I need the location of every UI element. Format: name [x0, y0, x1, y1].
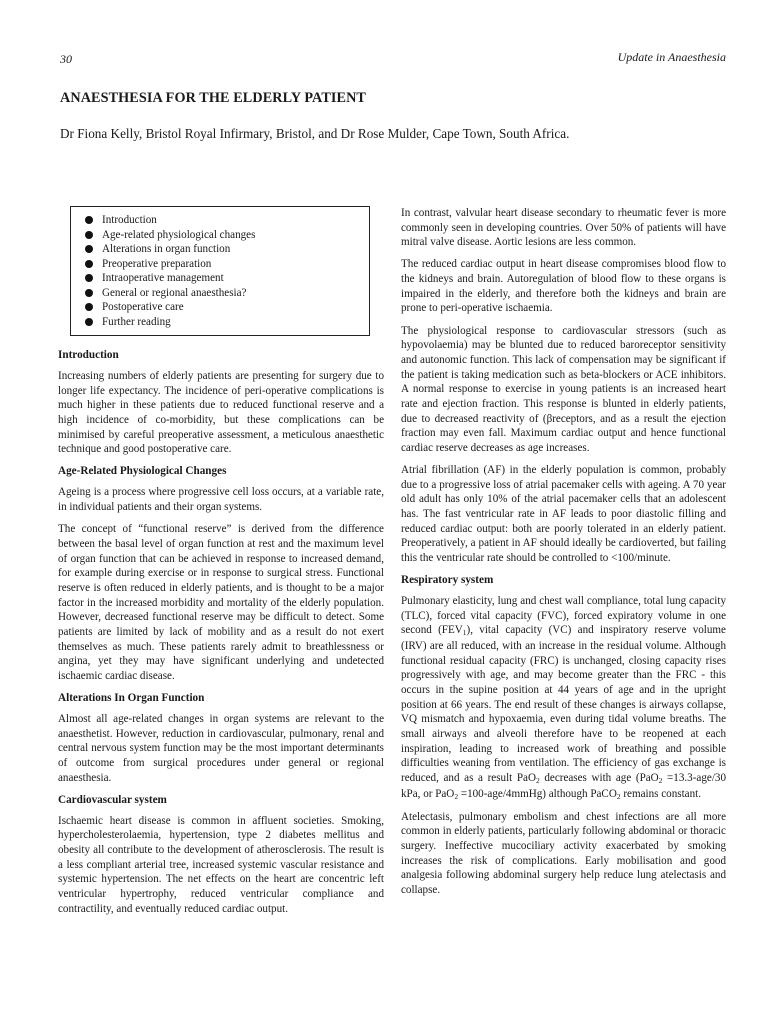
paragraph-respiratory: Pulmonary elasticity, lung and chest wall compliance, total lung capacity (TLC), forced vital capacity (FVC), forced expiratory volume in one second (FEV1), vital capacity (VC) and inspiratory reserve volume (IRV) are all reduced, with an increase in the residual volume. Although functional residual capacity (FRC) is unchanged, closing capacity rises progressively with age, and may become greater than the FRC - this occurs in the supine position at 44 years of age and in the upright position at 66 years. The end result of these changes is airways collapse, VQ mismatch and hypoxaemia, even during tidal volume breaths. The small airways and alveoli therefore have to be reopened at each inspiration, leading to increased work of breathing and possible difficulties weaning from ventilation. The efficiency of gas exchange is reduced, and as a result PaO2 decreases with age (PaO2 =13.3-age/30 kPa, or PaO2 =100-age/4mmHg) although PaCO2 remains constant.	[401, 595, 726, 801]
contents-item: General or regional anaesthesia?	[85, 286, 363, 301]
contents-item: Intraoperative management	[85, 271, 363, 286]
bullet-icon	[85, 303, 93, 311]
paragraph: In contrast, valvular heart disease secondary to rheumatic fever is more commonly seen in developing countries. Over 50% of patients will have mitral valve disease. Aortic lesions are less common.	[401, 207, 726, 249]
bullet-icon	[85, 274, 93, 282]
article-title: ANAESTHESIA FOR THE ELDERLY PATIENT	[60, 90, 366, 106]
article-authors: Dr Fiona Kelly, Bristol Royal Infirmary, Bristol, and Dr Rose Mulder, Cape Town, South Africa.	[60, 126, 570, 141]
paragraph: Atrial fibrillation (AF) in the elderly population is common, probably due to a progressive loss of atrial pacemaker cells with ageing. A 70 year old adult has only 10% of the atrial pacemaker cells that an adolescent has. The fast ventricular rate in AF leads to poor diastolic filling and reduced cardiac output: both are poorly tolerated in an elderly patient. Preoperatively, a patient in AF should ideally be cardioverted, but failing this the ventricular rate should be controlled to <100/minute.	[401, 464, 726, 564]
section-heading-respiratory: Respiratory system	[401, 574, 494, 587]
paragraph: The physiological response to cardiovascular stressors (such as hypovolaemia) may be blunted due to reduced baroreceptor sensitivity and autonomic function. This lack of compensation may be significant if the patient is taking medication such as beta-blockers or ACE inhibitors. A normal response to exercise in young patients is an increased heart rate and ejection fraction. This response is blunted in elderly patients, due to decreased reactivity of (βreceptors, and as a result the ejection fraction may even fall. Maximum cardiac output and hence functional cardiac reserve decreases as age increases.	[401, 324, 726, 454]
contents-item: Postoperative care	[85, 300, 363, 315]
left-column	[58, 206, 384, 924]
contents-item: Introduction	[85, 213, 363, 228]
contents-box	[70, 206, 370, 336]
page-number: 30	[60, 52, 72, 66]
running-header: Update in Anaesthesia	[617, 50, 726, 64]
section-heading-cardiovascular: Cardiovascular system	[58, 793, 167, 806]
paragraph: Increasing numbers of elderly patients are presenting for surgery due to longer life expectancy. The incidence of peri-operative complications is much higher in these patients due to reduced functional reserve and a high incidence of co-morbidity, but these complications can be minimised by careful preoperative assessment, a meticulous anaesthetic technique and good postoperative care.	[58, 370, 384, 456]
paragraph: Almost all age-related changes in organ systems are relevant to the anaesthetist. However, reduction in cardiovascular, pulmonary, renal and central nervous system function may be the most important determinants of outcome from surgical procedures under general or regional anaesthesia.	[58, 712, 384, 784]
paragraph: The concept of “functional reserve” is derived from the difference between the basal level of organ function at rest and the maximum level of organ function that can be achieved in response to increased demand, for example during exercise or in response to surgical stress. Functional reserve is often reduced in elderly patients, and is thought to be a major factor in the increased morbidity and mortality of the elderly population. However, decreased functional reserve may be difficult to detect. Some patients are limited by lack of mobility and as a result do not exert themselves as much. These patients rarely admit to breathlessness or angina, yet they may have significant underlying and undetected ischaemic cardiac disease.	[58, 523, 384, 682]
contents-item: Further reading	[85, 315, 363, 330]
bullet-icon	[85, 318, 93, 326]
section-heading-introduction: Introduction	[58, 349, 119, 361]
paragraph: Ischaemic heart disease is common in affluent societies. Smoking, hypercholesterolaemia, hypertension, type 2 diabetes mellitus and obesity all contribute to the development of atherosclerosis. The result is a less compliant arterial tree, increased systemic vascular resistance and systemic hypertension. The net effects on the heart are concentric left ventricular hypertrophy, reduced ventricular compliance and contractility, and eventually reduced cardiac output.	[58, 814, 384, 915]
paragraph: Atelectasis, pulmonary embolism and chest infections are all more common in elderly patients, particularly following abdominal or thoracic surgery. Ineffective mucociliary activity exacerbated by smoking increases the risk of complications. Early mobilisation and good analgesia following abdominal surgery help reduce lung atelectasis and collapse.	[401, 810, 726, 897]
contents-item: Alterations in organ function	[85, 242, 363, 257]
bullet-icon	[85, 231, 93, 239]
bullet-icon	[85, 216, 93, 224]
bullet-icon	[85, 260, 93, 268]
section-heading-age-related-changes: Age-Related Physiological Changes	[58, 465, 227, 478]
paragraph: Ageing is a process where progressive cell loss occurs, at a variable rate, in individual patients and their organ systems.	[58, 486, 384, 514]
bullet-icon	[85, 245, 93, 253]
contents-item: Age-related physiological changes	[85, 228, 363, 243]
right-column	[401, 206, 726, 905]
paragraph: The reduced cardiac output in heart disease compromises blood flow to the kidneys and brain. Autoregulation of blood flow to these organs is impaired in the elderly, and therefore both the kidneys and brain are prone to peri-operative ischaemia.	[401, 258, 726, 315]
contents-item: Preoperative preparation	[85, 257, 363, 272]
bullet-icon	[85, 289, 93, 297]
section-heading-organ-function: Alterations In Organ Function	[58, 691, 205, 704]
contents-list	[85, 213, 363, 329]
